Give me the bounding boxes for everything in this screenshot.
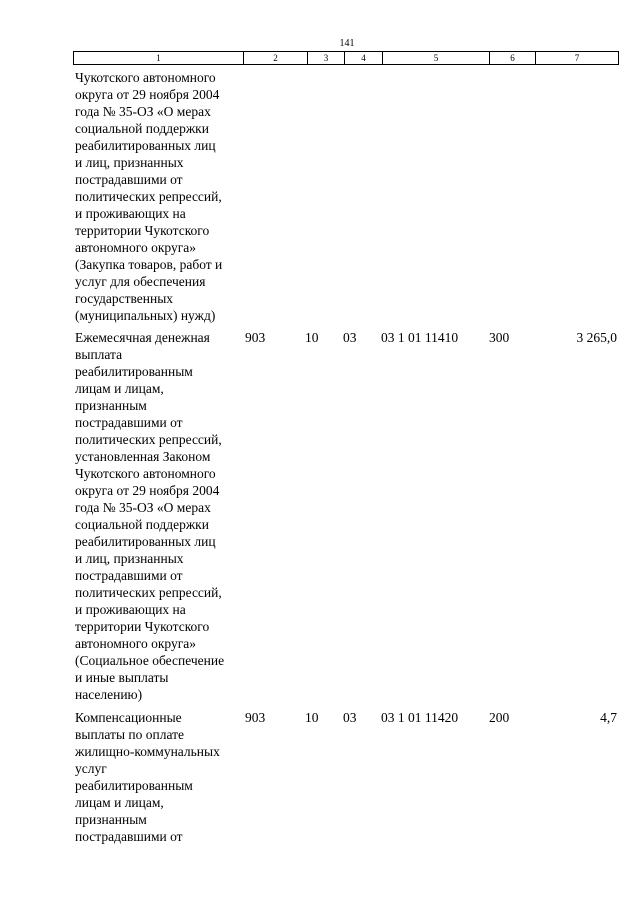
cell-subsection: 03 xyxy=(343,710,357,725)
cell-expense-type: 200 xyxy=(489,710,510,725)
column-header-table xyxy=(73,51,619,65)
cell-target-article: 03 1 01 11410 xyxy=(381,330,459,345)
cell-section: 10 xyxy=(305,330,319,345)
row-description: Чукотского автономного округа от 29 ноября 2004 года № 35-ОЗ «О мерах социальной поддержки реабилитированных лиц и лиц, признанных пострадавшими от политических репрессий, и проживающих на территории Чукотского автономного округа» (Закупка товаров, работ и услуг для обеспечения государственных (муниципальных) нужд) xyxy=(75,70,223,323)
cell-section: 10 xyxy=(305,710,319,725)
column-header-4: 4 xyxy=(345,52,383,65)
cell-amount: 3 265,0 xyxy=(576,330,617,345)
cell-target-article: 03 1 01 11420 xyxy=(381,710,459,725)
column-header-1: 1 xyxy=(74,52,244,65)
row-description: Ежемесячная денежная выплата реабилитированным лицам и лицам, признанным пострадавшими от политических репрессий, установленная Законом Чукотского автономного округа от 29 ноября 2004 года № 35-ОЗ «О мерах социальной поддержки реабилитированных лиц и лиц, признанных пострадавшими от политических репрессий, и проживающих на территории Чукотского автономного округа» (Социальное обеспечение и иные выплаты населению) xyxy=(75,330,225,702)
column-header-2: 2 xyxy=(244,52,308,65)
page-number: 141 xyxy=(339,38,355,49)
cell-ministry-code: 903 xyxy=(245,330,266,345)
column-header-6: 6 xyxy=(490,52,536,65)
column-header-3: 3 xyxy=(308,52,345,65)
column-header-7: 7 xyxy=(536,52,619,65)
cell-subsection: 03 xyxy=(343,330,357,345)
row-description: Компенсационные выплаты по оплате жилищно-коммунальных услуг реабилитированным лицам и лицам, признанным пострадавшими от xyxy=(75,710,220,844)
cell-amount: 4,7 xyxy=(600,710,617,725)
cell-ministry-code: 903 xyxy=(245,710,266,725)
column-header-row xyxy=(74,52,619,65)
column-header-5: 5 xyxy=(383,52,490,65)
cell-expense-type: 300 xyxy=(489,330,510,345)
